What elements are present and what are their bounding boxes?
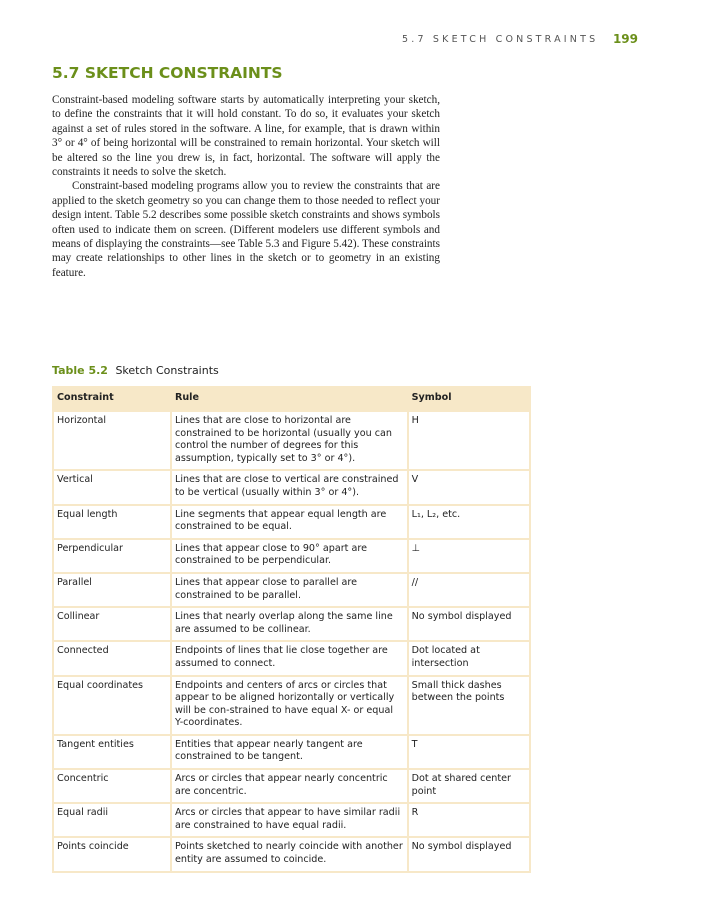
cell-rule: Lines that are close to vertical are constrained to be vertical (usually within 3° or 4°). bbox=[171, 470, 408, 504]
cell-symbol: V bbox=[408, 470, 530, 504]
running-head bbox=[400, 32, 640, 48]
section-heading: 5.7 SKETCH CONSTRAINTS bbox=[52, 64, 283, 82]
cell-constraint: Perpendicular bbox=[53, 539, 171, 573]
table-row bbox=[53, 769, 530, 803]
cell-symbol: L₁, L₂, etc. bbox=[408, 505, 530, 539]
cell-constraint: Equal length bbox=[53, 505, 171, 539]
sketch-constraints-table bbox=[52, 386, 531, 873]
cell-symbol: // bbox=[408, 573, 530, 607]
table-caption-number: Table 5.2 bbox=[52, 364, 108, 377]
cell-symbol: No symbol displayed bbox=[408, 837, 530, 871]
cell-symbol: H bbox=[408, 411, 530, 470]
paragraph-2: Constraint-based modeling programs allow you to review the constraints that are applied to the sketch geometry so you can change them to those needed to reflect your design intent. Table 5.2 describes some possible sketch constraints and shows symbols often used to indicate them on screen. (Different modelers use different symbols and means of displaying the constraints—see Table 5.3 and Figure 5.42). These constraints may create relationships to other lines in the sketch or to geometry in an existing feature. bbox=[52, 180, 440, 279]
table-caption bbox=[52, 364, 219, 377]
cell-rule: Endpoints and centers of arcs or circles that appear to be aligned horizontally or vertically will be con-strained to have equal X- or equal Y-coordinates. bbox=[171, 676, 408, 735]
cell-rule: Line segments that appear equal length are constrained to be equal. bbox=[171, 505, 408, 539]
cell-symbol: Dot at shared center point bbox=[408, 769, 530, 803]
cell-constraint: Connected bbox=[53, 641, 171, 675]
table-row bbox=[53, 470, 530, 504]
header-constraint: Constraint bbox=[53, 387, 171, 411]
table-row bbox=[53, 505, 530, 539]
cell-constraint: Horizontal bbox=[53, 411, 171, 470]
cell-constraint: Equal coordinates bbox=[53, 676, 171, 735]
cell-symbol: Dot located at intersection bbox=[408, 641, 530, 675]
table-row bbox=[53, 837, 530, 871]
table-row bbox=[53, 607, 530, 641]
table-row bbox=[53, 539, 530, 573]
cell-symbol: ⊥ bbox=[408, 539, 530, 573]
cell-rule: Arcs or circles that appear to have similar radii are constrained to have equal radii. bbox=[171, 803, 408, 837]
cell-rule: Lines that appear close to 90° apart are constrained to be perpendicular. bbox=[171, 539, 408, 573]
table-row bbox=[53, 803, 530, 837]
table-row bbox=[53, 735, 530, 769]
paragraph-1: Constraint-based modeling software starts by automatically interpreting your sketch, to define the constraints that it will hold constant. To do so, it evaluates your sketch against a set of rules stored in the software. A line, for example, that is drawn within 3° or 4° of being horizontal will be constrained to remain horizontal. Your sketch will be altered so the line you drew is, in fact, horizontal. The software will apply the constraints it needs to solve the sketch. bbox=[52, 94, 440, 179]
cell-symbol: No symbol displayed bbox=[408, 607, 530, 641]
body-text bbox=[52, 93, 440, 280]
table-row bbox=[53, 573, 530, 607]
table-row bbox=[53, 411, 530, 470]
cell-constraint: Collinear bbox=[53, 607, 171, 641]
page-number: 199 bbox=[612, 32, 638, 46]
header-symbol: Symbol bbox=[408, 387, 530, 411]
cell-rule: Arcs or circles that appear nearly concentric are concentric. bbox=[171, 769, 408, 803]
table-caption-title: Sketch Constraints bbox=[115, 364, 219, 377]
table-header-row bbox=[53, 387, 530, 411]
running-head-section: 5.7 SKETCH CONSTRAINTS bbox=[402, 34, 599, 45]
cell-rule: Points sketched to nearly coincide with another entity are assumed to coincide. bbox=[171, 837, 408, 871]
cell-symbol: R bbox=[408, 803, 530, 837]
cell-symbol: Small thick dashes between the points bbox=[408, 676, 530, 735]
cell-rule: Lines that appear close to parallel are constrained to be parallel. bbox=[171, 573, 408, 607]
table-row bbox=[53, 641, 530, 675]
cell-rule: Lines that nearly overlap along the same line are assumed to be collinear. bbox=[171, 607, 408, 641]
cell-constraint: Tangent entities bbox=[53, 735, 171, 769]
cell-constraint: Parallel bbox=[53, 573, 171, 607]
cell-rule: Lines that are close to horizontal are constrained to be horizontal (usually you can control the number of degrees for this assumption, typically set to 3° or 4°). bbox=[171, 411, 408, 470]
cell-constraint: Equal radii bbox=[53, 803, 171, 837]
cell-constraint: Points coincide bbox=[53, 837, 171, 871]
cell-constraint: Vertical bbox=[53, 470, 171, 504]
cell-constraint: Concentric bbox=[53, 769, 171, 803]
header-rule: Rule bbox=[171, 387, 408, 411]
cell-symbol: T bbox=[408, 735, 530, 769]
cell-rule: Entities that appear nearly tangent are constrained to be tangent. bbox=[171, 735, 408, 769]
table-row bbox=[53, 676, 530, 735]
cell-rule: Endpoints of lines that lie close together are assumed to connect. bbox=[171, 641, 408, 675]
